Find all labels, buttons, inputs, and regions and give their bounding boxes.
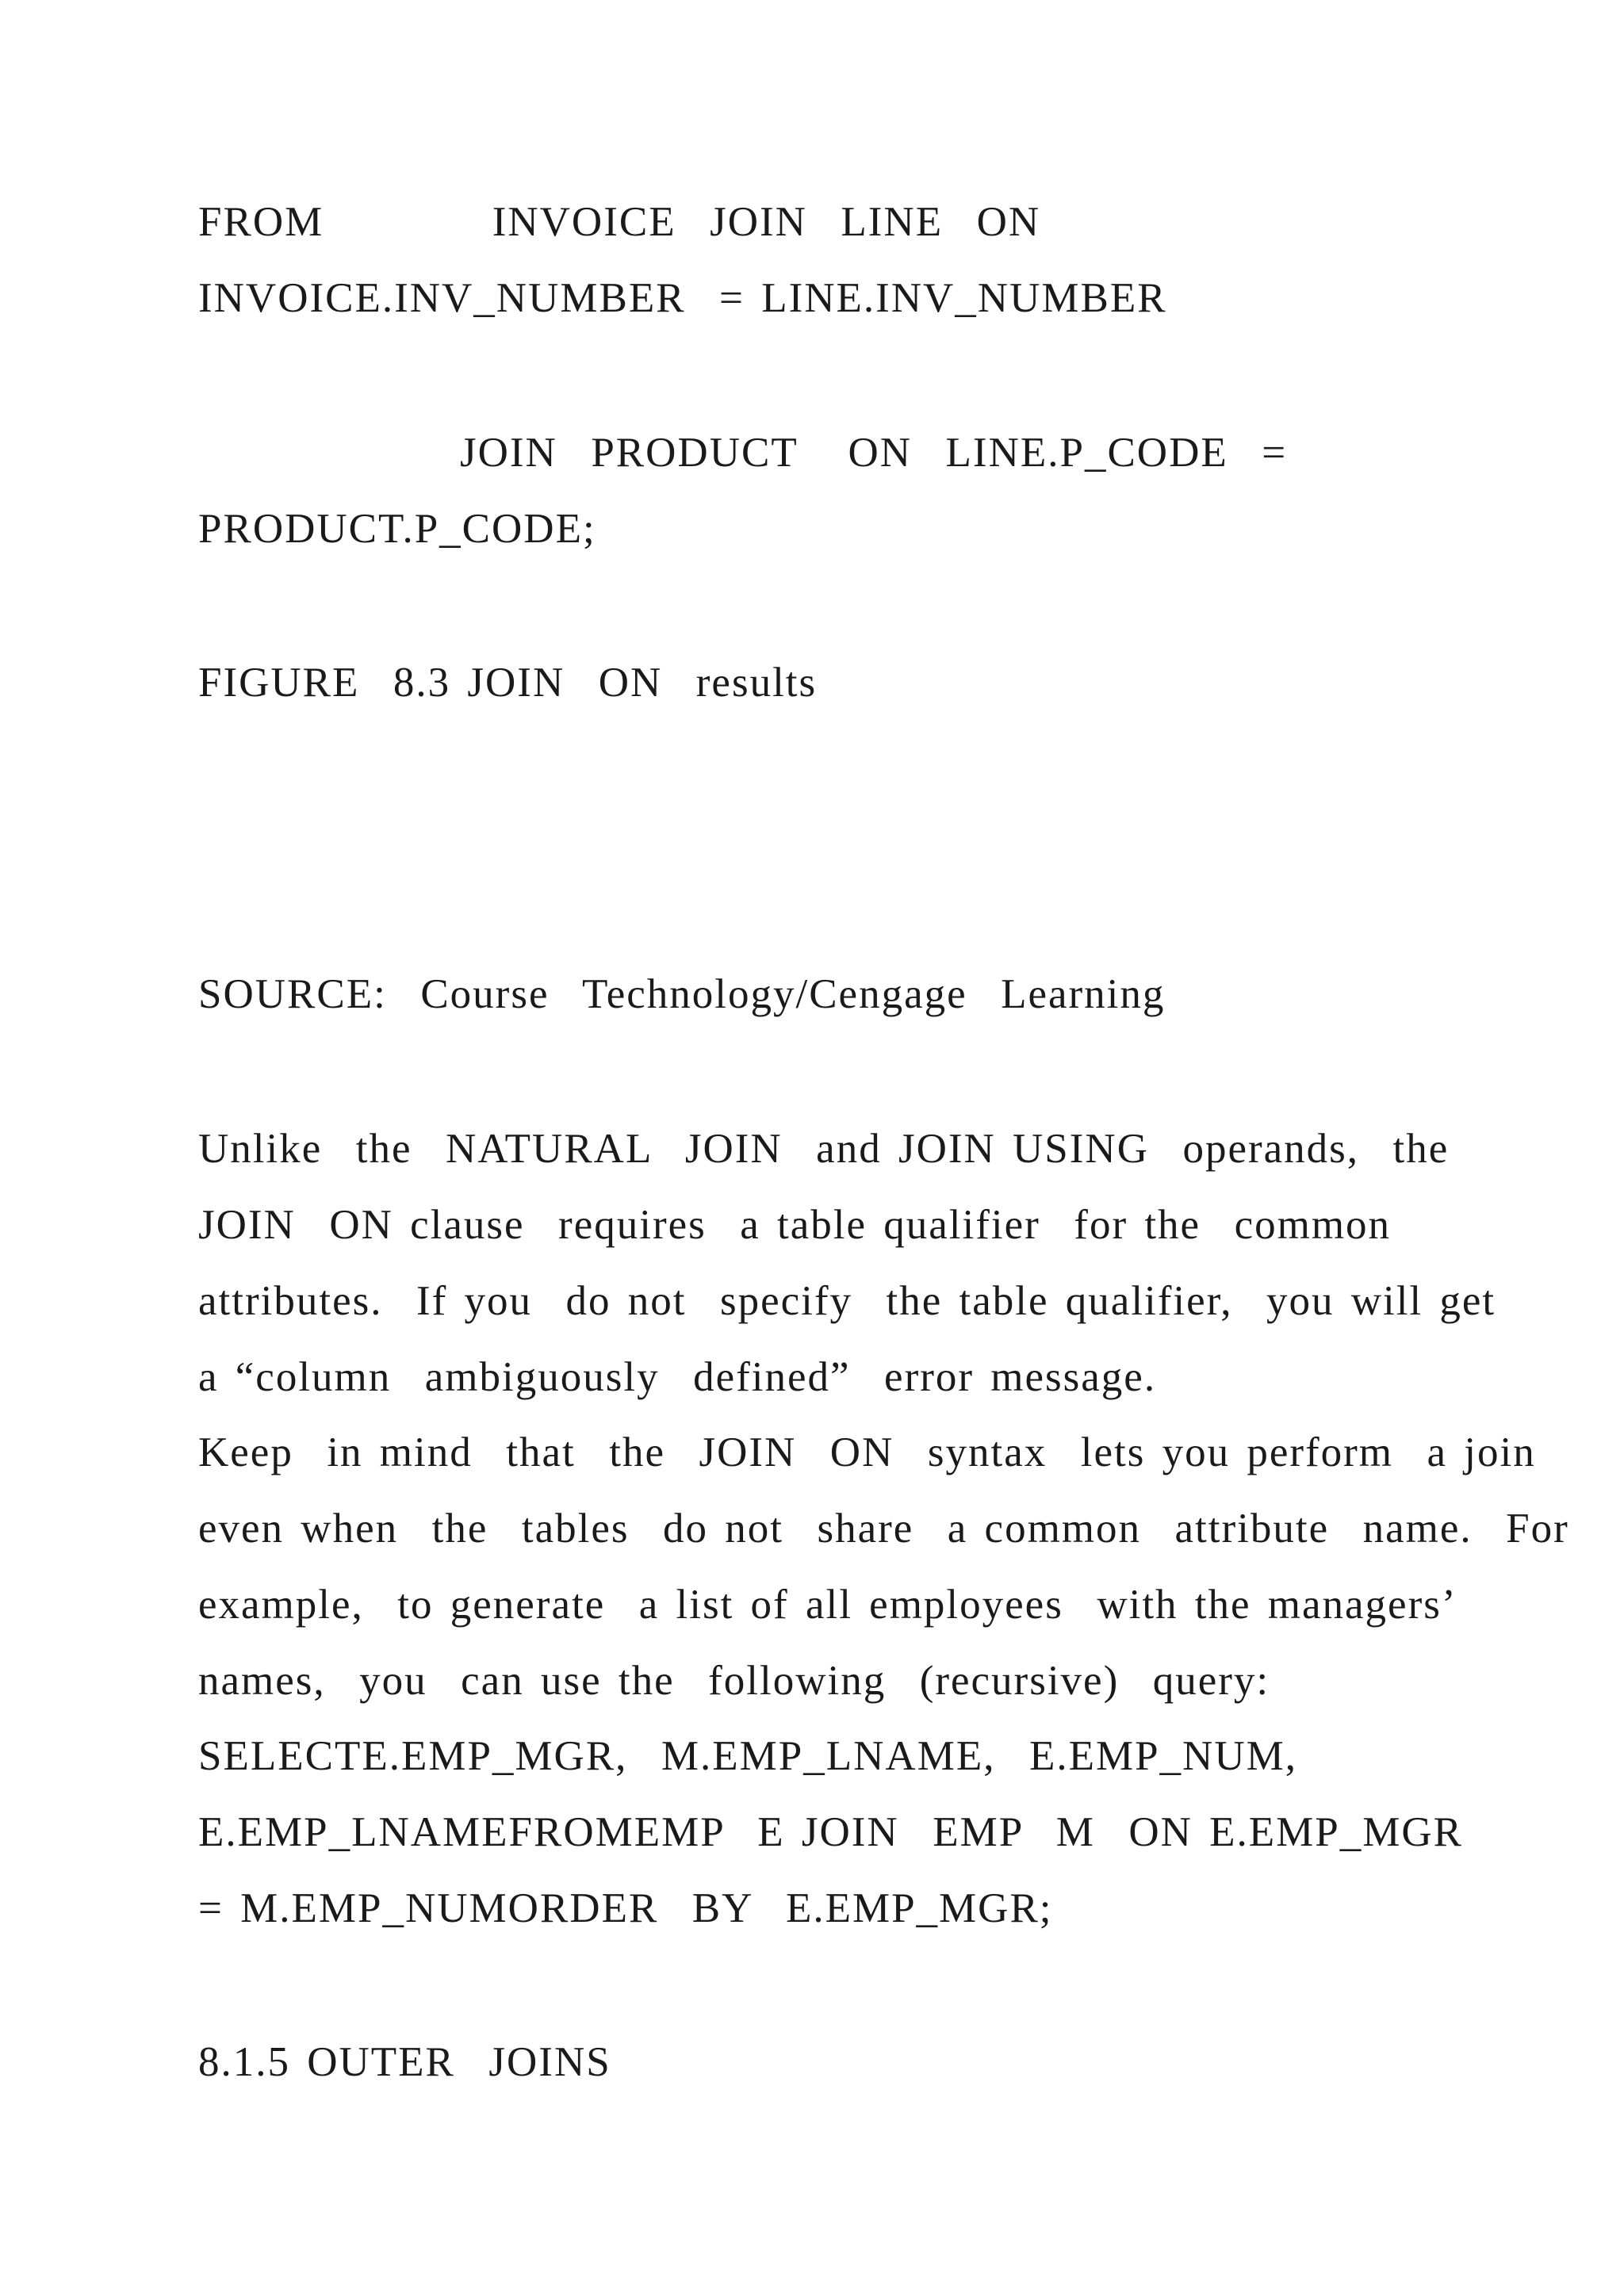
paragraph-2-line-3: example, to generate a list of all employees with the managers’ [198, 1582, 1457, 1628]
sql-join-product-line: JOIN PRODUCT ON LINE.P_CODE = [460, 430, 1288, 476]
paragraph-1-line-2: JOIN ON clause requires a table qualifier for the common [198, 1202, 1392, 1248]
figure-caption: FIGURE 8.3 JOIN ON results [198, 660, 818, 706]
sql-select-line-2: E.EMP_LNAMEFROMEMP E JOIN EMP M ON E.EMP_MGR [198, 1809, 1463, 1855]
sql-select-line-1: SELECTE.EMP_MGR, M.EMP_LNAME, E.EMP_NUM, [198, 1733, 1297, 1779]
paragraph-2-line-4: names, you can use the following (recursive) query: [198, 1658, 1270, 1704]
sql-from-line-2: INVOICE.INV_NUMBER = LINE.INV_NUMBER [198, 275, 1167, 321]
source-credit: SOURCE: Course Technology/Cengage Learning [198, 971, 1166, 1017]
sql-from-line-1: FROM INVOICE JOIN LINE ON [198, 199, 1041, 245]
paragraph-1-line-4: a “column ambiguously defined” error message. [198, 1354, 1157, 1400]
sql-select-line-3: = M.EMP_NUMORDER BY E.EMP_MGR; [198, 1885, 1053, 1931]
section-heading: 8.1.5 OUTER JOINS [198, 2039, 611, 2085]
sql-join-product-line-2: PRODUCT.P_CODE; [198, 506, 596, 552]
paragraph-2-line-1: Keep in mind that the JOIN ON syntax lets you perform a join [198, 1429, 1536, 1475]
paragraph-1-line-1: Unlike the NATURAL JOIN and JOIN USING operands, the [198, 1126, 1450, 1172]
paragraph-1-line-3: attributes. If you do not specify the table qualifier, you will get [198, 1278, 1496, 1324]
paragraph-2-line-2: even when the tables do not share a common attribute name. For [198, 1506, 1569, 1552]
